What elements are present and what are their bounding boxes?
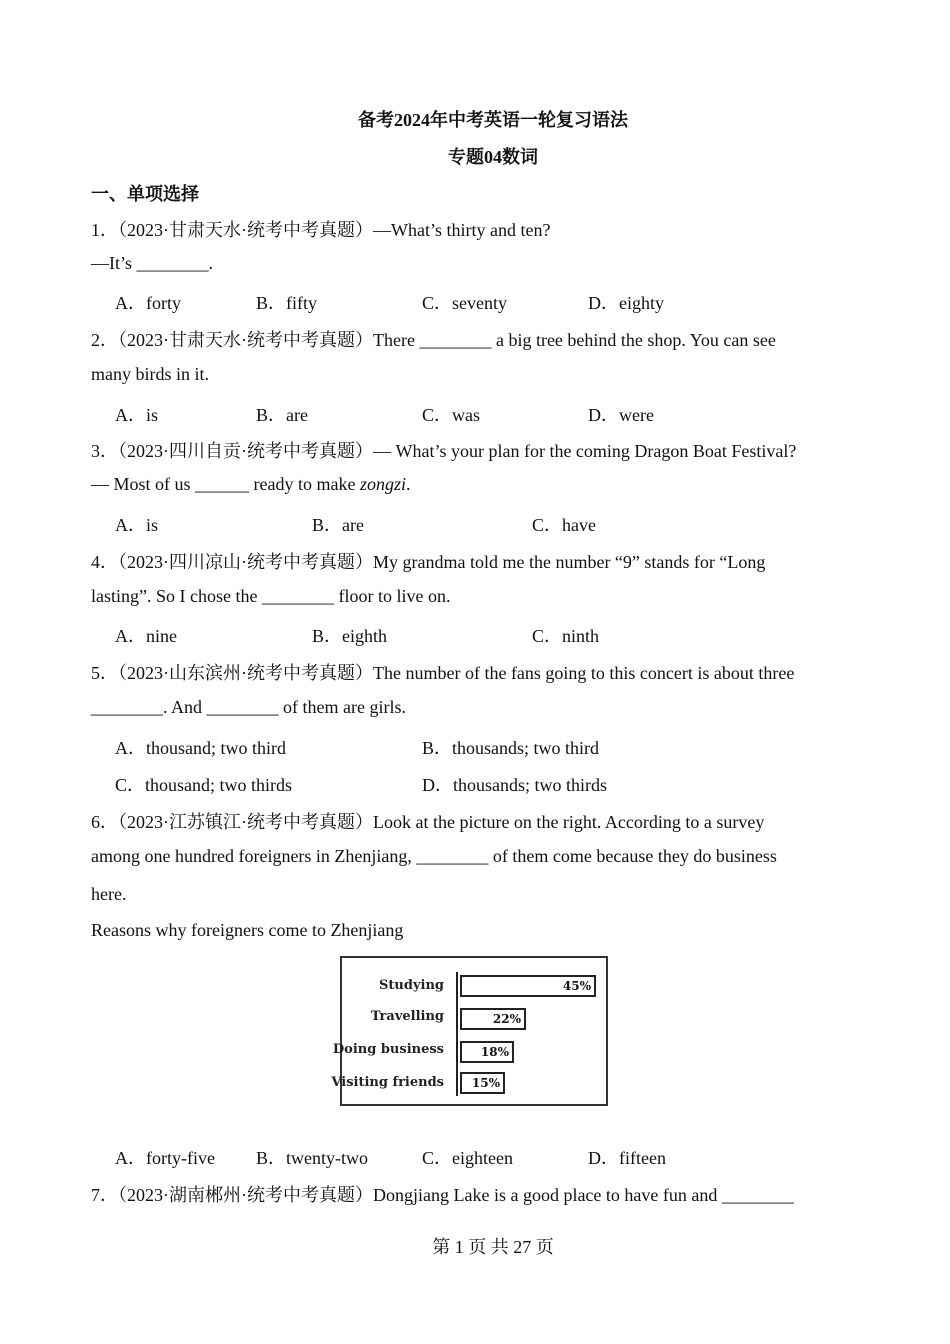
question-2-option-d: D．were — [588, 405, 654, 425]
reasons-bar-chart — [331, 956, 608, 1106]
question-4-line-1: 4．（2023·四川凉山·统考中考真题）My grandma told me the number “9” stands for “Long — [91, 552, 766, 572]
chart-caption: Reasons why foreigners come to Zhenjiang — [91, 920, 404, 940]
question-1-option-b: B．fifty — [256, 293, 317, 313]
question-7-line-1: 7．（2023·湖南郴州·统考中考真题）Dongjiang Lake is a good place to have fun and ________ — [91, 1185, 794, 1205]
chart-bar-label: 22% — [492, 1012, 521, 1026]
question-6-line-3: here. — [91, 884, 127, 904]
section-heading: 一、单项选择 — [91, 184, 199, 204]
question-3-option-b: B．are — [312, 515, 364, 535]
question-1-option-a: A．forty — [115, 293, 181, 313]
question-4-option-c: C．ninth — [532, 626, 600, 646]
question-5-option-b: B．thousands; two third — [422, 738, 600, 758]
question-6-option-d: D．fifteen — [588, 1148, 666, 1168]
chart-axis — [456, 972, 458, 1096]
chart-bar-label: 18% — [480, 1045, 509, 1059]
question-3-option-a: A．is — [115, 515, 159, 535]
chart-bar — [460, 1008, 526, 1030]
question-5-line-1: 5．（2023·山东滨州·统考中考真题）The number of the fans going to this concert is about three — [91, 663, 795, 683]
question-3-line-2-text: — Most of us ______ ready to make — [91, 474, 360, 494]
question-4-option-b: B．eighth — [312, 626, 387, 646]
question-6-option-a: A．forty-five — [115, 1148, 215, 1168]
question-2-option-c: C．was — [422, 405, 480, 425]
chart-bar — [460, 975, 596, 997]
question-2-line-1: 2．（2023·甘肃天水·统考中考真题）There ________ a big tree behind the shop. You can see — [91, 330, 776, 350]
chart-category-label: Visiting friends — [331, 1075, 444, 1090]
question-3-italic-word: zongzi — [359, 474, 406, 494]
chart-category-label: Studying — [379, 978, 444, 993]
question-5-option-c: C．thousand; two thirds — [115, 775, 293, 795]
document-title: 备考2024年中考英语一轮复习语法 — [358, 110, 628, 130]
question-4-line-2: lasting”. So I chose the ________ floor to live on. — [91, 586, 451, 606]
chart-bar — [460, 1072, 505, 1094]
chart-bar — [460, 1041, 514, 1063]
question-3-line-2 — [91, 474, 410, 495]
question-2-option-b: B．are — [256, 405, 308, 425]
question-6-option-c: C．eighteen — [422, 1148, 513, 1168]
page-footer: 第 1 页 共 27 页 — [432, 1237, 554, 1257]
question-5-option-a: A．thousand; two third — [115, 738, 286, 758]
question-5-line-2: ________. And ________ of them are girls. — [91, 697, 406, 717]
document-subtitle: 专题04数词 — [448, 147, 538, 167]
question-1-line-2: —It’s ________. — [91, 253, 214, 273]
question-1-option-d: D．eighty — [588, 293, 664, 313]
chart-category-label: Travelling — [370, 1009, 444, 1024]
question-3-line-2-end: . — [405, 474, 411, 494]
question-6-option-b: B．twenty-two — [256, 1148, 368, 1168]
chart-bar-label: 15% — [471, 1076, 500, 1090]
question-4-option-a: A．nine — [115, 626, 177, 646]
question-3-line-1: 3．（2023·四川自贡·统考中考真题）— What’s your plan for the coming Dragon Boat Festival? — [91, 441, 797, 461]
question-5-option-d: D．thousands; two thirds — [422, 775, 608, 795]
question-2-option-a: A．is — [115, 405, 159, 425]
chart-bar-label: 45% — [562, 979, 591, 993]
question-2-line-2: many birds in it. — [91, 364, 209, 384]
question-6-line-1: 6．（2023·江苏镇江·统考中考真题）Look at the picture on the right. According to a survey — [91, 812, 765, 832]
question-1-line-1: 1．（2023·甘肃天水·统考中考真题）—What’s thirty and ten? — [91, 220, 551, 240]
question-6-line-2: among one hundred foreigners in Zhenjiang, ________ of them come because they do business — [91, 846, 777, 866]
chart-category-label: Doing business — [332, 1042, 444, 1057]
question-1-option-c: C．seventy — [422, 293, 507, 313]
question-3-option-c: C．have — [532, 515, 596, 535]
